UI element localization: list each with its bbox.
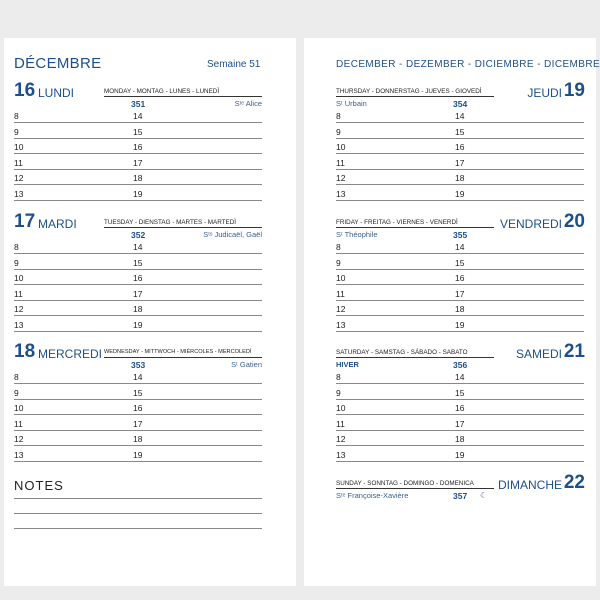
hour-label: 19 (455, 319, 465, 330)
hour-label: 10 (336, 273, 346, 283)
hour-label: 11 (336, 288, 345, 299)
hour-label: 18 (133, 304, 143, 314)
day-name: SAMEDI (515, 347, 562, 361)
hour-row[interactable] (14, 399, 262, 415)
hour-label: 14 (455, 372, 465, 382)
day-names-multilang: SATURDAY - SAMSTAG - SÁBADO - SABATO (336, 348, 494, 358)
hour-label: 16 (455, 142, 465, 152)
hour-row[interactable] (336, 446, 584, 462)
hour-label: 12 (336, 304, 346, 314)
day-name: MERCREDI (38, 347, 103, 361)
hour-row[interactable] (14, 107, 262, 123)
hour-label: 11 (336, 157, 345, 168)
moon-phase-icon: ☾ (480, 491, 488, 500)
hour-label: 14 (133, 242, 143, 252)
hour-row[interactable] (14, 446, 262, 462)
day-names-multilang: SUNDAY - SONNTAG - DOMINGO - DOMENICA (336, 479, 494, 489)
hour-row[interactable] (336, 316, 584, 332)
hour-row[interactable] (14, 238, 262, 254)
day-name: MARDI (38, 217, 77, 231)
week-label: Semaine 51 (207, 59, 261, 70)
hour-row[interactable] (336, 238, 584, 254)
hour-label: 10 (14, 142, 24, 152)
hour-row[interactable] (336, 430, 584, 446)
hour-row[interactable] (336, 269, 584, 285)
saint-name: Sᵗ Gatien (231, 360, 262, 369)
hour-label: 15 (455, 387, 465, 398)
hour-label: 12 (336, 434, 346, 444)
hour-label: 13 (336, 188, 346, 199)
hour-label: 10 (336, 142, 346, 152)
hour-row[interactable] (14, 368, 262, 384)
hour-label: 11 (14, 157, 23, 168)
saint-name: Sᵗˢ Judicaël, Gaël (203, 230, 262, 239)
day-name: JEUDI (527, 86, 562, 100)
hour-label: 19 (455, 449, 465, 460)
hour-label: 11 (336, 418, 345, 429)
hour-label: 17 (133, 418, 143, 429)
day-of-year: 351 (131, 99, 146, 109)
hour-label: 8 (336, 111, 341, 121)
hour-label: 14 (455, 242, 465, 252)
day-of-year: 357 (453, 491, 468, 501)
day-of-year: 353 (131, 360, 146, 370)
hour-row[interactable] (14, 185, 262, 201)
hour-label: 14 (455, 111, 465, 121)
hour-label: 16 (133, 142, 143, 152)
day-number: 22 (563, 472, 585, 493)
hour-label: 9 (14, 126, 19, 137)
hour-label: 8 (14, 111, 19, 121)
hour-row[interactable] (336, 285, 584, 301)
hour-row[interactable] (14, 316, 262, 332)
saint-name: Sᵗᵉ Françoise-Xavière (336, 491, 409, 500)
hour-row[interactable] (14, 254, 262, 270)
hour-label: 15 (455, 126, 465, 137)
hour-row[interactable] (14, 123, 262, 139)
hour-row[interactable] (14, 285, 262, 301)
hour-label: 12 (14, 173, 24, 183)
hour-label: 9 (14, 387, 19, 398)
day-number: 16 (14, 80, 36, 101)
day-names-multilang: FRIDAY - FREITAG - VIERNES - VENERDÌ (336, 218, 494, 228)
hour-row[interactable] (14, 415, 262, 431)
hour-row[interactable] (336, 123, 584, 139)
day-of-year: 356 (453, 360, 468, 370)
day-number: 18 (14, 341, 36, 362)
hour-label: 18 (455, 304, 465, 314)
hour-label: 19 (133, 319, 143, 330)
hour-label: 11 (14, 288, 23, 299)
hour-label: 16 (133, 403, 143, 413)
day-name: DIMANCHE (497, 478, 562, 492)
saint-name: Sᵗ Théophile (336, 230, 378, 239)
day-of-year: 355 (453, 230, 468, 240)
hour-row[interactable] (14, 154, 262, 170)
hour-label: 18 (133, 434, 143, 444)
hour-label: 12 (336, 173, 346, 183)
day-number: 21 (563, 341, 585, 362)
hour-label: 11 (14, 418, 23, 429)
hour-label: 18 (455, 434, 465, 444)
hour-row[interactable] (14, 300, 262, 316)
hour-row[interactable] (336, 154, 584, 170)
day-names-multilang: THURSDAY - DONNERSTAG - JUEVES - GIOVEDÌ (336, 87, 494, 97)
day-names-multilang: WEDNESDAY - MITTWOCH - MIÉRCOLES - MERCOLEDÌ (104, 348, 262, 358)
hour-label: 15 (133, 387, 143, 398)
hour-label: 9 (336, 126, 341, 137)
hour-row[interactable] (336, 138, 584, 154)
notes-title: NOTES (14, 478, 64, 493)
hour-label: 15 (455, 257, 465, 268)
hour-row[interactable] (336, 254, 584, 270)
hour-label: 13 (14, 449, 24, 460)
hour-label: 17 (133, 288, 143, 299)
hour-row[interactable] (336, 185, 584, 201)
day-name: LUNDI (38, 86, 75, 100)
hour-label: 13 (14, 319, 24, 330)
hour-row[interactable] (336, 169, 584, 185)
hour-label: 15 (133, 257, 143, 268)
hour-row[interactable] (336, 415, 584, 431)
season-label: HIVER (336, 360, 359, 369)
hour-label: 8 (14, 242, 19, 252)
hour-label: 16 (133, 273, 143, 283)
hour-label: 10 (14, 273, 24, 283)
hour-label: 17 (455, 418, 465, 429)
hour-label: 13 (14, 188, 24, 199)
hour-row[interactable] (336, 384, 584, 400)
day-number: 20 (563, 211, 585, 232)
hour-label: 19 (133, 188, 143, 199)
months-multilang: DECEMBER - DEZEMBER - DICIEMBRE - DICEMBRE (336, 59, 600, 70)
hour-label: 17 (133, 157, 143, 168)
hour-label: 18 (133, 173, 143, 183)
hour-label: 10 (336, 403, 346, 413)
hour-row[interactable] (14, 384, 262, 400)
saint-name: Sᵗ Urbain (336, 99, 367, 108)
hour-label: 17 (455, 288, 465, 299)
hour-row[interactable] (336, 368, 584, 384)
hour-row[interactable] (14, 430, 262, 446)
notes-line[interactable] (14, 497, 262, 499)
hour-label: 8 (336, 242, 341, 252)
hour-label: 14 (133, 372, 143, 382)
hour-label: 12 (14, 434, 24, 444)
hour-label: 14 (133, 111, 143, 121)
hour-row[interactable] (14, 169, 262, 185)
hour-label: 10 (14, 403, 24, 413)
hour-label: 9 (14, 257, 19, 268)
hour-row[interactable] (336, 399, 584, 415)
day-of-year: 354 (453, 99, 468, 109)
hour-label: 13 (336, 449, 346, 460)
month-title: DÉCEMBRE (14, 55, 102, 72)
hour-row[interactable] (14, 138, 262, 154)
hour-label: 13 (336, 319, 346, 330)
day-names-multilang: TUESDAY - DIENSTAG - MARTES - MARTEDÌ (104, 218, 262, 228)
hour-label: 15 (133, 126, 143, 137)
day-number: 17 (14, 211, 36, 232)
hour-row[interactable] (336, 107, 584, 123)
hour-label: 19 (455, 188, 465, 199)
hour-label: 8 (336, 372, 341, 382)
hour-label: 8 (14, 372, 19, 382)
day-number: 19 (563, 80, 585, 101)
hour-label: 17 (455, 157, 465, 168)
notes-line[interactable] (14, 512, 262, 514)
notes-line[interactable] (14, 527, 262, 529)
saint-name: Sᵗᵉ Alice (234, 99, 262, 108)
hour-label: 16 (455, 273, 465, 283)
hour-label: 12 (14, 304, 24, 314)
day-name: VENDREDI (499, 217, 562, 231)
hour-row[interactable] (336, 300, 584, 316)
hour-label: 19 (133, 449, 143, 460)
hour-label: 18 (455, 173, 465, 183)
hour-label: 16 (455, 403, 465, 413)
hour-row[interactable] (14, 269, 262, 285)
hour-label: 9 (336, 257, 341, 268)
day-names-multilang: MONDAY - MONTAG - LUNES - LUNEDÌ (104, 87, 262, 97)
hour-label: 9 (336, 387, 341, 398)
day-of-year: 352 (131, 230, 146, 240)
